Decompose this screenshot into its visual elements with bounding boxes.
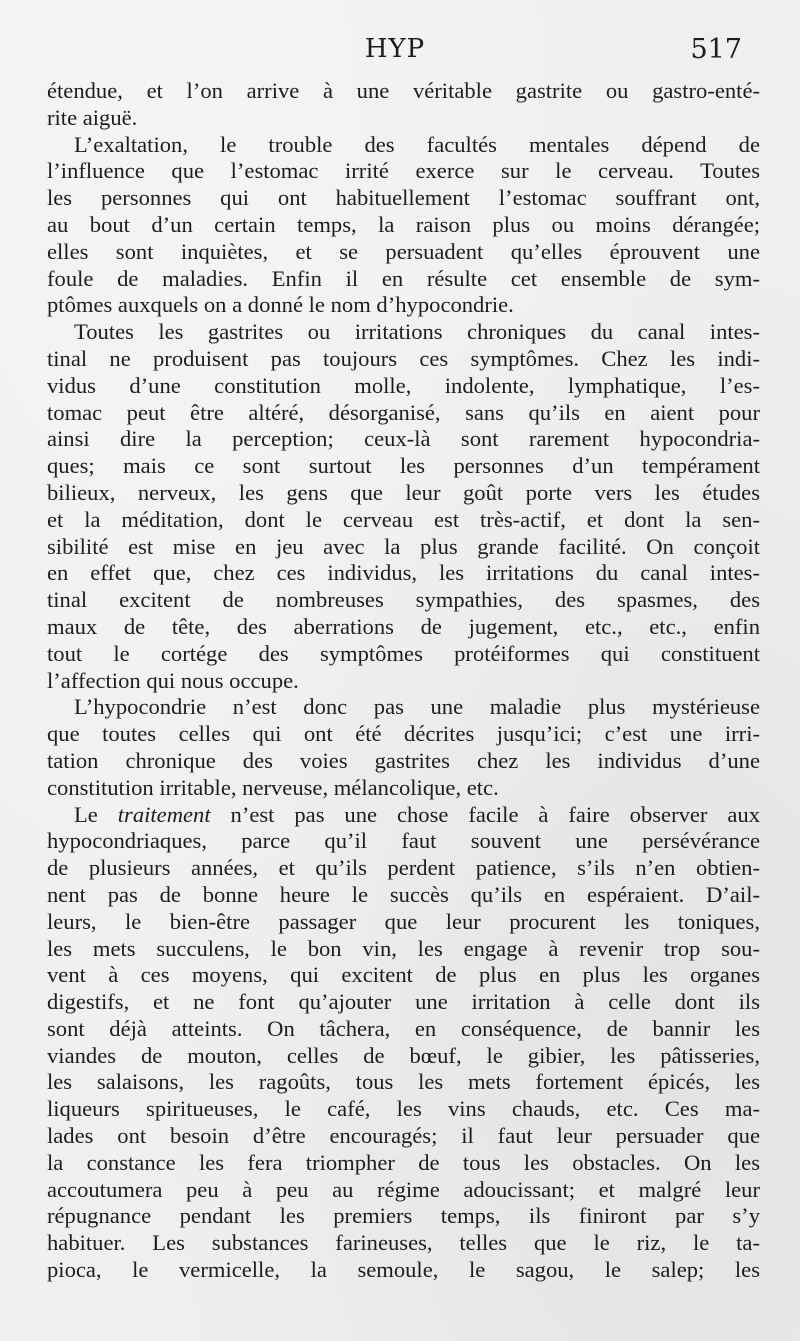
text-line: leurs, le bien-être passager que leur procurent les toniques,: [47, 908, 760, 934]
text-line: sont déjà atteints. On tâchera, en conséquence, de bannir les: [47, 1015, 760, 1041]
text-line: l’affection qui nous occupe.: [47, 667, 299, 693]
text-line: nent pas de bonne heure le succès qu’ils en espéraient. D’ail-: [47, 881, 760, 907]
text-line: lades ont besoin d’être encouragés; il faut leur persuader que: [47, 1123, 760, 1149]
text-line: [47, 802, 760, 829]
text-line: tout le cortége des symptômes protéiformes qui constituent: [47, 640, 760, 666]
text-fragment: Le: [74, 801, 118, 827]
text-line: elles sont inquiètes, et se persuadent qu’elles éprouvent une: [47, 238, 760, 264]
text-line: l’influence que l’estomac irrité exerce sur le cerveau. Toutes: [47, 158, 760, 184]
text-line: sibilité est mise en jeu avec la plus grande facilité. On conçoit: [47, 533, 760, 559]
text-line: ques; mais ce sont surtout les personnes d’un tempérament: [47, 453, 760, 479]
text-line: au bout d’un certain temps, la raison plus ou moins dérangée;: [47, 211, 760, 237]
text-line: rite aiguë.: [47, 104, 138, 130]
paragraph: [47, 319, 760, 694]
text-line: constitution irritable, nerveuse, mélancolique, etc.: [47, 774, 499, 800]
text-line: vent à ces moyens, qui excitent de plus en plus les organes: [47, 962, 760, 988]
text-line: étendue, et l’on arrive à une véritable gastrite ou gastro-enté-: [47, 78, 760, 103]
text-line: répugnance pendant les premiers temps, ils finiront par s’y: [47, 1203, 760, 1229]
text-line: hypocondriaques, parce qu’il faut souvent une persévérance: [47, 828, 760, 854]
text-line: tomac peut être altéré, désorganisé, sans qu’ils en aient pour: [47, 399, 760, 425]
text-line: viandes de mouton, celles de bœuf, le gibier, les pâtisseries,: [47, 1042, 760, 1068]
page-number: 517: [690, 34, 742, 65]
text-line: que toutes celles qui ont été décrites jusqu’ici; c’est une irri-: [47, 721, 760, 747]
text-line: ainsi dire la perception; ceux-là sont rarement hypocondria-: [47, 426, 760, 452]
text-line: maux de tête, des aberrations de jugement, etc., etc., enfin: [47, 613, 760, 639]
running-head: HYP: [364, 34, 426, 64]
text-line: digestifs, et ne font qu’ajouter une irritation à celle dont ils: [47, 989, 760, 1015]
text-line: bilieux, nerveux, les gens que leur goût porte vers les études: [47, 479, 760, 505]
page-header: [48, 34, 742, 74]
text-line: tinal excitent de nombreuses sympathies, des spasmes, des: [47, 587, 760, 613]
text-line: tation chronique des voies gastrites chez les individus d’une: [47, 747, 760, 773]
text-line: tinal ne produisent pas toujours ces symptômes. Chez les indi-: [47, 345, 760, 371]
text-line: Toutes les gastrites ou irritations chroniques du canal intes-: [74, 319, 760, 345]
text-line: les salaisons, les ragoûts, tous les mets fortement épicés, les: [47, 1069, 760, 1095]
text-line: L’exaltation, le trouble des facultés mentales dépend de: [74, 131, 760, 157]
paragraph: [47, 132, 760, 320]
italic-term: traitement: [117, 801, 211, 827]
text-line: les mets succulens, le bon vin, les engage à revenir trop sou-: [47, 935, 760, 961]
text-line: foule de maladies. Enfin il en résulte cet ensemble de sym-: [47, 265, 760, 291]
text-line: pioca, le vermicelle, la semoule, le sagou, le salep; les: [47, 1257, 760, 1283]
text-line: L’hypocondrie n’est donc pas une maladie plus mystérieuse: [74, 694, 760, 720]
paragraph: [47, 694, 760, 801]
text-line: habituer. Les substances farineuses, telles que le riz, le ta-: [47, 1230, 760, 1256]
text-fragment: n’est pas une chose facile à faire observer aux: [210, 801, 760, 827]
paragraph: [47, 802, 760, 1284]
text-line: ptômes auxquels on a donné le nom d’hypocondrie.: [47, 292, 514, 318]
text-line: vidus d’une constitution molle, indolente, lymphatique, l’es-: [47, 372, 760, 398]
paragraph: [47, 78, 760, 132]
text-line: accoutumera peu à peu au régime adoucissant; et malgré leur: [47, 1176, 760, 1202]
text-line: et la méditation, dont le cerveau est très-actif, et dont la sen-: [47, 506, 760, 532]
body-text: [47, 78, 760, 1284]
text-line: la constance les fera triompher de tous les obstacles. On les: [47, 1149, 760, 1175]
text-line: les personnes qui ont habituellement l’estomac souffrant ont,: [47, 185, 760, 211]
text-line: de plusieurs années, et qu’ils perdent patience, s’ils n’en obtien-: [47, 855, 760, 881]
text-line: en effet que, chez ces individus, les irritations du canal intes-: [47, 560, 760, 586]
text-line: liqueurs spiritueuses, le café, les vins chauds, etc. Ces ma-: [47, 1096, 760, 1122]
